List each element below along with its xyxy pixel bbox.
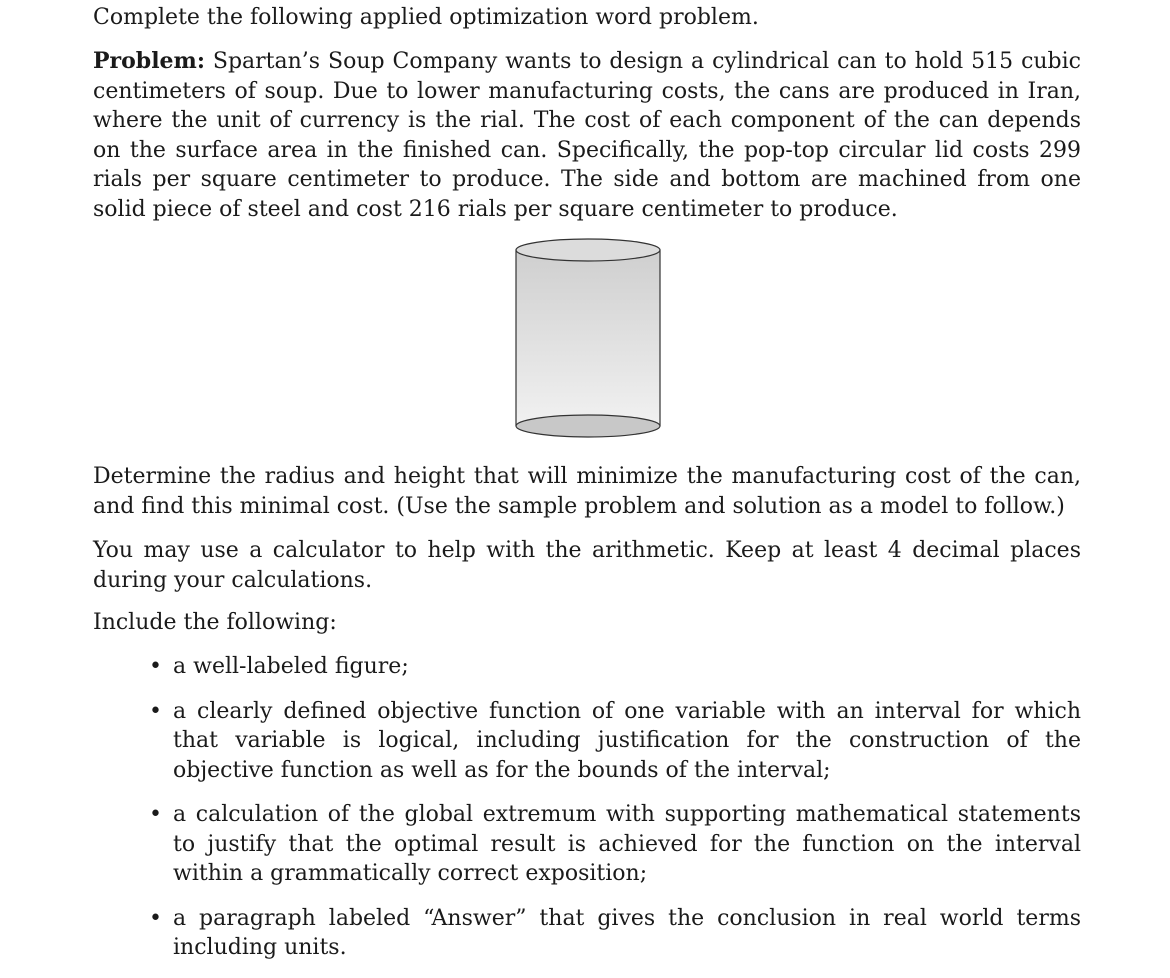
problem-text: Spartan’s Soup Company wants to design a cylindrical can to hold 515 cubic centimeters of soup. Due to lower manufacturing costs, the cans are produced in Iran, where the unit of currency is the rial. The cost of each component of the can depends on the surface area in the finished can. Specifically, the pop-top circular lid costs 299 rials per square centimeter to produce. The side and bottom are machined from one solid piece of steel and cost 216 rials per square centimeter to produce. (93, 49, 1081, 222)
can-bottom (516, 415, 660, 437)
list-item (93, 800, 1081, 889)
can-side (516, 250, 660, 426)
list-item (93, 697, 1081, 786)
include-heading: Include the following: (93, 610, 337, 635)
requirements-list (93, 652, 1081, 978)
can-lid (516, 239, 660, 261)
bullet-icon: • (149, 802, 162, 827)
list-item-text: a paragraph labeled “Answer” that gives the conclusion in real world terms including units. (173, 905, 1081, 960)
list-item (93, 652, 1081, 682)
list-item-text: a calculation of the global extremum with supporting mathematical statements to justify that the optimal result is achieved for the function on the interval within a grammatically correct exposition; (173, 802, 1081, 886)
problem-paragraph (93, 47, 1081, 224)
bullet-icon: • (149, 654, 162, 679)
list-item (93, 904, 1081, 963)
calculator-note: You may use a calculator to help with the arithmetic. Keep at least 4 decimal places during your calculations. (93, 538, 1081, 593)
bullet-icon: • (149, 698, 162, 724)
intro-text: Complete the following applied optimization word problem. (93, 5, 759, 30)
problem-label: Problem: (93, 48, 205, 74)
determine-paragraph: Determine the radius and height that will minimize the manufacturing cost of the can, and find this minimal cost. (Use the sample problem and solution as a model to follow.) (93, 464, 1081, 519)
list-item-text: a well-labeled figure; (173, 654, 409, 679)
cylinder-can-icon (513, 236, 663, 442)
list-item-text: a clearly defined objective function of one variable with an interval for which that variable is logical, including justification for the construction of the objective function as well as for the bounds of the interval; (173, 698, 1081, 783)
bullet-icon: • (149, 905, 162, 931)
